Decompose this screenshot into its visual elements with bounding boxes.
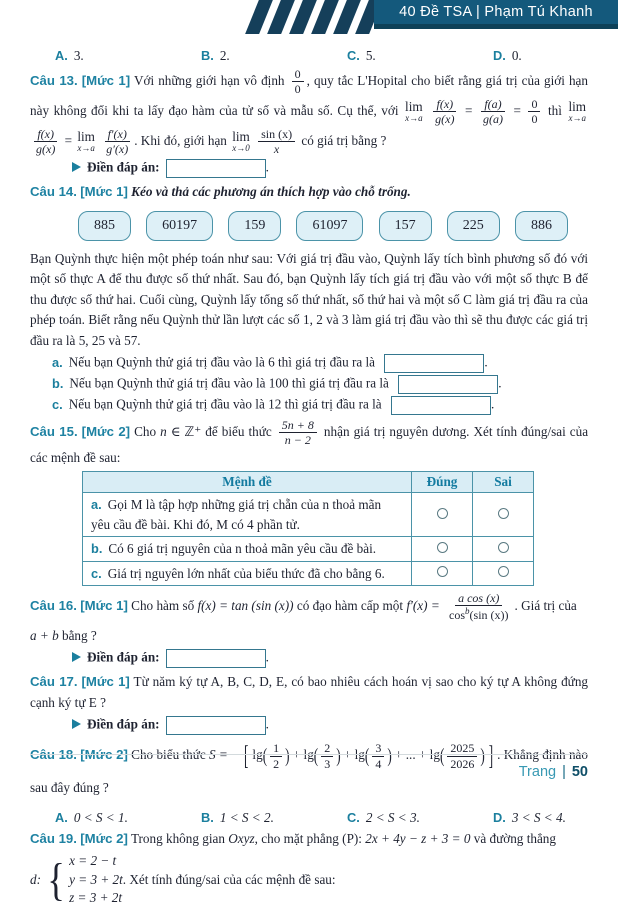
- answer-input-q17[interactable]: [166, 716, 266, 735]
- fraction: $\frac{2025}{2026}$: [447, 741, 477, 771]
- question-19: Câu 19. [Mức 2] Trong không gian Oxyz, cho mặt phẳng (P): 2x + 4y − z + 3 = 0 và đường thẳng: [30, 830, 556, 846]
- question-14-item-c: c. Nếu bạn Quỳnh thử giá trị đầu vào là 12 thì giá trị đầu ra là .: [52, 396, 588, 415]
- option-text: 2 < S < 3.: [365, 809, 420, 825]
- radio-sai[interactable]: [498, 566, 509, 577]
- true-false-table: [82, 471, 534, 586]
- radio-sai[interactable]: [498, 542, 509, 553]
- answer-arrow-icon: [72, 652, 81, 662]
- option-letter: A.: [55, 809, 68, 825]
- option-letter: A.: [55, 48, 68, 63]
- question-17-label: Câu 17.: [30, 674, 78, 690]
- limit-expression: lim x→a: [77, 128, 95, 154]
- drag-token[interactable]: 885: [78, 211, 131, 241]
- option-text: 3 < S < 4.: [511, 809, 566, 825]
- question-15: Câu 15. [Mức 2] Cho n ∈ ℤ⁺ để biểu thức $\frac{5n + 8}{n - 2}$ nhận giá trị nguyên dương. Xét tính đúng/sai của các mệnh đề sau:: [30, 418, 589, 465]
- answer-line-q17: Điền đáp án: .: [72, 716, 588, 735]
- big-bracket: ]: [488, 739, 494, 772]
- table-row: c. Giá trị nguyên lớn nhất của biểu thức đã cho bằng 6.: [83, 561, 534, 586]
- question-14-item-a: a. Nếu bạn Quỳnh thử giá trị đầu vào là 6 thì giá trị đầu ra là .: [52, 354, 588, 373]
- drag-token[interactable]: 61097: [296, 211, 363, 241]
- line-label: d:: [30, 871, 41, 887]
- question-15-label: Câu 15.: [30, 423, 78, 439]
- option-letter: B.: [201, 809, 214, 825]
- item-marker: c.: [91, 565, 102, 581]
- option-letter: D.: [493, 48, 506, 63]
- item-marker: a.: [91, 497, 102, 513]
- question-19-level: [Mức 2]: [80, 830, 128, 846]
- column-header-statement: Mệnh đề: [83, 472, 412, 493]
- question-16-line2: a + b bằng ?: [30, 627, 97, 643]
- question-16: Câu 16. [Mức 1] Cho hàm số f(x) = tan (sin (x)) có đạo hàm cấp một f′(x) = $\frac{\text{a cos (x)}}{\cos^b(\sin (x))}$ . Giá trị của: [30, 591, 577, 623]
- answer-input-q13[interactable]: [166, 159, 266, 178]
- question-13-label: Câu 13.: [30, 72, 78, 88]
- item-marker: c.: [52, 396, 63, 412]
- answer-prompt: Điền đáp án:: [87, 649, 160, 665]
- answer-input-q16[interactable]: [166, 649, 266, 668]
- option-a[interactable]: [55, 810, 201, 826]
- page-footer: [30, 754, 588, 780]
- question-13-text: Với những giới hạn vô định: [133, 72, 285, 88]
- table-row: a. Gọi M là tập hợp những giá trị chẵn của n thoả mãn yêu cầu đề bài. Khi đó, M có 4 phần tử.: [83, 493, 534, 537]
- question-17-level: [Mức 1]: [81, 674, 130, 690]
- option-b[interactable]: [201, 810, 347, 826]
- question-19-system: d: { x = 2 − t y = 3 + 2t z = 3 + 2t . Xét tính đúng/sai của các mệnh đề sau:: [30, 852, 588, 907]
- option-text: 3.: [73, 48, 84, 63]
- question-18-label: Câu 18.: [30, 747, 77, 763]
- question-14-paragraph: Bạn Quỳnh thực hiện một phép toán như sau: Với giá trị đầu vào, Quỳnh lấy tích bình phương số đó với một số thực A để thu được số thứ nhất. Sau đó, bạn Quỳnh lấy tích giá trị đầu vào với một số thực B để thu được số thứ hai. Cuối cùng, Quỳnh lấy tổng số thứ nhất, số thứ hai và một số C làm giá trị đầu ra của phép toán. Biết rằng nếu Quỳnh thử lần lượt các số 1, 2 và 3 làm giá trị đầu vào thì sẽ thu được các giá trị đầu ra là 5, 25 và 57.: [30, 250, 588, 348]
- table-header-row: [83, 472, 534, 493]
- option-b[interactable]: [201, 48, 347, 64]
- answer-input-q14a[interactable]: [384, 354, 484, 373]
- question-15-level: [Mức 2]: [81, 423, 131, 439]
- option-text: 0.: [511, 48, 522, 63]
- answer-prompt: Điền đáp án:: [87, 159, 160, 175]
- option-c[interactable]: [347, 48, 493, 64]
- banner: [374, 0, 618, 29]
- option-text: 0 < S < 1.: [73, 809, 128, 825]
- footer-separator: |: [562, 764, 566, 780]
- option-text: 2.: [219, 48, 230, 63]
- question-14-instruction: Kéo và thả các phương án thích hợp vào chỗ trống.: [131, 184, 411, 200]
- option-letter: C.: [347, 809, 360, 825]
- question-14-item-b: b. Nếu bạn Quỳnh thử giá trị đầu vào là 100 thì giá trị đầu ra là .: [52, 375, 588, 394]
- question-18-level: [Mức 2]: [80, 747, 128, 763]
- drag-token[interactable]: 157: [379, 211, 432, 241]
- question-13-level: [Mức 1]: [81, 72, 131, 88]
- fraction: $\frac{3}{4}$: [372, 741, 384, 771]
- fraction: $\frac{5n + 8}{n - 2}$: [279, 418, 317, 448]
- drag-token[interactable]: 60197: [146, 211, 213, 241]
- option-text: 1 < S < 2.: [219, 809, 274, 825]
- answer-prompt: Điền đáp án:: [87, 716, 160, 732]
- option-c[interactable]: [347, 810, 493, 826]
- answer-input-q14b[interactable]: [398, 375, 498, 394]
- fraction: $\frac{f(a)}{g(a)}$: [482, 96, 503, 127]
- option-a[interactable]: [55, 48, 201, 64]
- question-14: [30, 182, 588, 202]
- option-d[interactable]: [493, 810, 566, 826]
- item-marker: a.: [52, 354, 63, 370]
- radio-sai[interactable]: [498, 508, 509, 519]
- fraction: $\frac{\sin (x)}{x}$: [258, 127, 295, 157]
- answer-line-q16: Điền đáp án: .: [72, 649, 588, 668]
- question-16-label: Câu 16.: [30, 598, 77, 613]
- limit-expression: lim x→0: [232, 128, 250, 154]
- big-bracket: [: [244, 739, 249, 772]
- column-header-false: Sai: [473, 472, 534, 493]
- drag-token[interactable]: 225: [447, 211, 500, 241]
- column-header-true: Đúng: [412, 472, 473, 493]
- drag-tokens-row: [78, 211, 568, 241]
- option-text: 5.: [365, 48, 376, 63]
- fraction: $\frac{0}{0}$: [528, 97, 540, 127]
- limit-expression: lim x→a: [405, 99, 423, 124]
- footer-page-number: 50: [571, 764, 588, 780]
- item-marker: b.: [91, 540, 103, 556]
- fraction: $\frac{2}{3}$: [321, 741, 333, 771]
- table-row: b. Có 6 giá trị nguyên của n thoả mãn yêu cầu đề bài.: [83, 536, 534, 561]
- answer-options-row-q18: [30, 810, 588, 826]
- fraction: $\frac{f(x)}{g(x)}$: [435, 96, 455, 127]
- fraction: $\frac{f(x)}{g(x)}$: [36, 126, 56, 156]
- question-18: Câu 18. [Mức 2] Cho biểu thức S = − [ lg( $\frac{1}{2}$ ) + lg( $\frac{2}{3}$ ) + lg( $\frac{3}{4}$ ) + ... + lg( $\frac{2025}{2026}$ ) ] . Khẳng định nào sau đây đúng ?: [30, 739, 588, 804]
- system-brace: {: [47, 854, 65, 906]
- item-marker: b.: [52, 375, 64, 391]
- radio-dung[interactable]: [437, 566, 448, 577]
- question-19-label: Câu 19.: [30, 830, 77, 846]
- question-13: Câu 13. [Mức 1] Với những giới hạn vô định $\frac{0}{0}$ , quy tắc L'Hopital cho biết rằng giá trị của giới hạn này không đổi khi ta lấy đạo hàm của tử số và mẫu số. Cụ thể, với lim x→a $\frac{f(x)}{g(x)}$ = $\frac{f(a)}{g(a)}$ = $\frac{0}{0}$ thì lim x→a $\frac{f(x)}{g(x)}$ = lim x→a $\frac{f'(x)}{g'(x)}$ . Khi đó, giới hạn lim x→0 $\frac{\sin (x)}{x}$ có giá trị bằng ?: [30, 67, 588, 156]
- question-17: Câu 17. [Mức 1] Từ năm ký tự A, B, C, D, E, có bao nhiêu cách hoán vị sao cho ký tự A không đứng cạnh ký tự E ?: [30, 674, 589, 710]
- fraction: $\frac{0}{0}$: [292, 67, 304, 97]
- fraction: $\frac{f'(x)}{g'(x)}$: [106, 126, 129, 156]
- radio-dung[interactable]: [437, 542, 448, 553]
- footer-page-label: Trang: [518, 764, 557, 780]
- system-equations: x = 2 − t y = 3 + 2t z = 3 + 2t: [69, 853, 123, 906]
- fraction: $\frac{1}{2}$: [270, 741, 282, 771]
- page-header: [0, 0, 618, 36]
- option-d[interactable]: [493, 48, 522, 64]
- answer-options-row-q12: [30, 48, 588, 64]
- drag-token[interactable]: 886: [515, 211, 568, 241]
- question-16-level: [Mức 1]: [80, 598, 128, 613]
- option-letter: B.: [201, 48, 214, 63]
- radio-dung[interactable]: [437, 508, 448, 519]
- question-14-level: [Mức 1]: [80, 184, 128, 200]
- drag-token[interactable]: 159: [228, 211, 281, 241]
- option-letter: D.: [493, 809, 506, 825]
- answer-input-q14c[interactable]: [391, 396, 491, 415]
- limit-expression: lim x→a: [568, 99, 587, 124]
- fraction: $\frac{\text{a cos (x)}}{\cos^b(\sin (x))}$: [449, 591, 509, 623]
- answer-line-q13: Điền đáp án: .: [72, 159, 588, 178]
- option-letter: C.: [347, 48, 360, 63]
- banner-stripes-decoration: [252, 0, 376, 34]
- question-14-label: Câu 14.: [30, 184, 77, 200]
- banner-title: 40 Đề TSA | Phạm Tú Khanh: [399, 4, 593, 20]
- answer-arrow-icon: [72, 719, 81, 729]
- answer-arrow-icon: [72, 162, 81, 172]
